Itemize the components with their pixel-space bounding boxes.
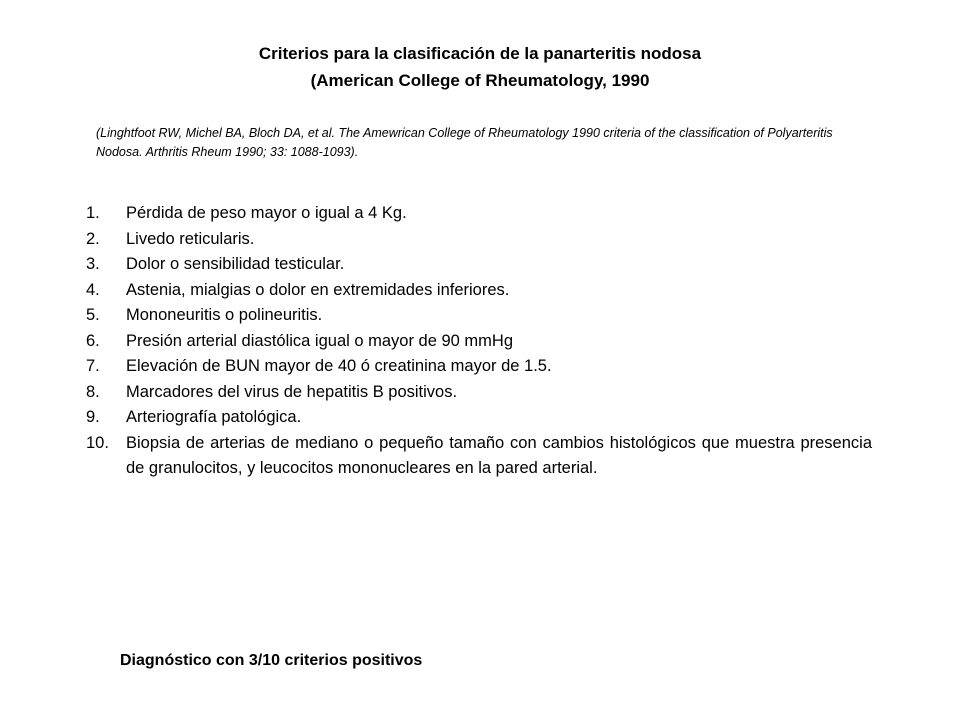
criteria-number: 5. (86, 306, 100, 324)
criteria-list (86, 201, 872, 482)
criteria-text: Pérdida de peso mayor o igual a 4 Kg. (126, 204, 407, 222)
criteria-item (86, 227, 872, 253)
criteria-item (86, 329, 872, 355)
criteria-item (86, 405, 872, 431)
criteria-text: Mononeuritis o polineuritis. (126, 306, 323, 324)
criteria-text: Marcadores del virus de hepatitis B positivos. (126, 382, 458, 401)
criteria-item (86, 252, 872, 278)
criteria-number: 6. (86, 331, 100, 350)
criteria-item (86, 303, 872, 329)
criteria-number: 4. (86, 280, 100, 299)
criteria-text: Presión arterial diastólica igual o mayor de 90 mmHg (126, 331, 514, 350)
criteria-text: Dolor o sensibilidad testicular. (126, 255, 345, 273)
criteria-item (86, 354, 872, 380)
criteria-text: Elevación de BUN mayor de 40 ó creatinina mayor de 1.5. (126, 357, 552, 375)
title-line-1: Criterios para la clasificación de la panarteritis nodosa (258, 44, 702, 63)
criteria-number: 8. (86, 382, 100, 401)
criteria-number: 2. (86, 229, 100, 248)
criteria-number: 10. (86, 433, 109, 452)
criteria-item (86, 278, 872, 304)
criteria-text: Livedo reticularis. (126, 229, 255, 248)
diagnosis-note: Diagnóstico con 3/10 criterios positivos (120, 652, 423, 669)
criteria-number: 7. (86, 357, 100, 375)
criteria-number: 1. (86, 204, 100, 222)
criteria-text: Arteriografía patológica. (126, 408, 302, 426)
criteria-number: 9. (86, 408, 100, 426)
criteria-item (86, 431, 872, 482)
title-line-2: (American College of Rheumatology, 1990 (310, 71, 650, 90)
criteria-text: Astenia, mialgias o dolor en extremidades inferiores. (126, 280, 510, 299)
criteria-item (86, 380, 872, 406)
citation-reference: (Linghtfoot RW, Michel BA, Bloch DA, et al. The Amewrican College of Rheumatology 1990 criteria of the classification of Polyarteritis Nodosa. Arthritis Rheum 1990; 33: 1088-1093). (96, 126, 833, 159)
criteria-item (86, 201, 872, 227)
criteria-number: 3. (86, 255, 100, 273)
slide-title (0, 40, 960, 94)
criteria-text: Biopsia de arterias de mediano o pequeño tamaño con cambios histológicos que muestra presencia de granulocitos, y leucocitos mononucleares en la pared arterial. (126, 433, 872, 477)
